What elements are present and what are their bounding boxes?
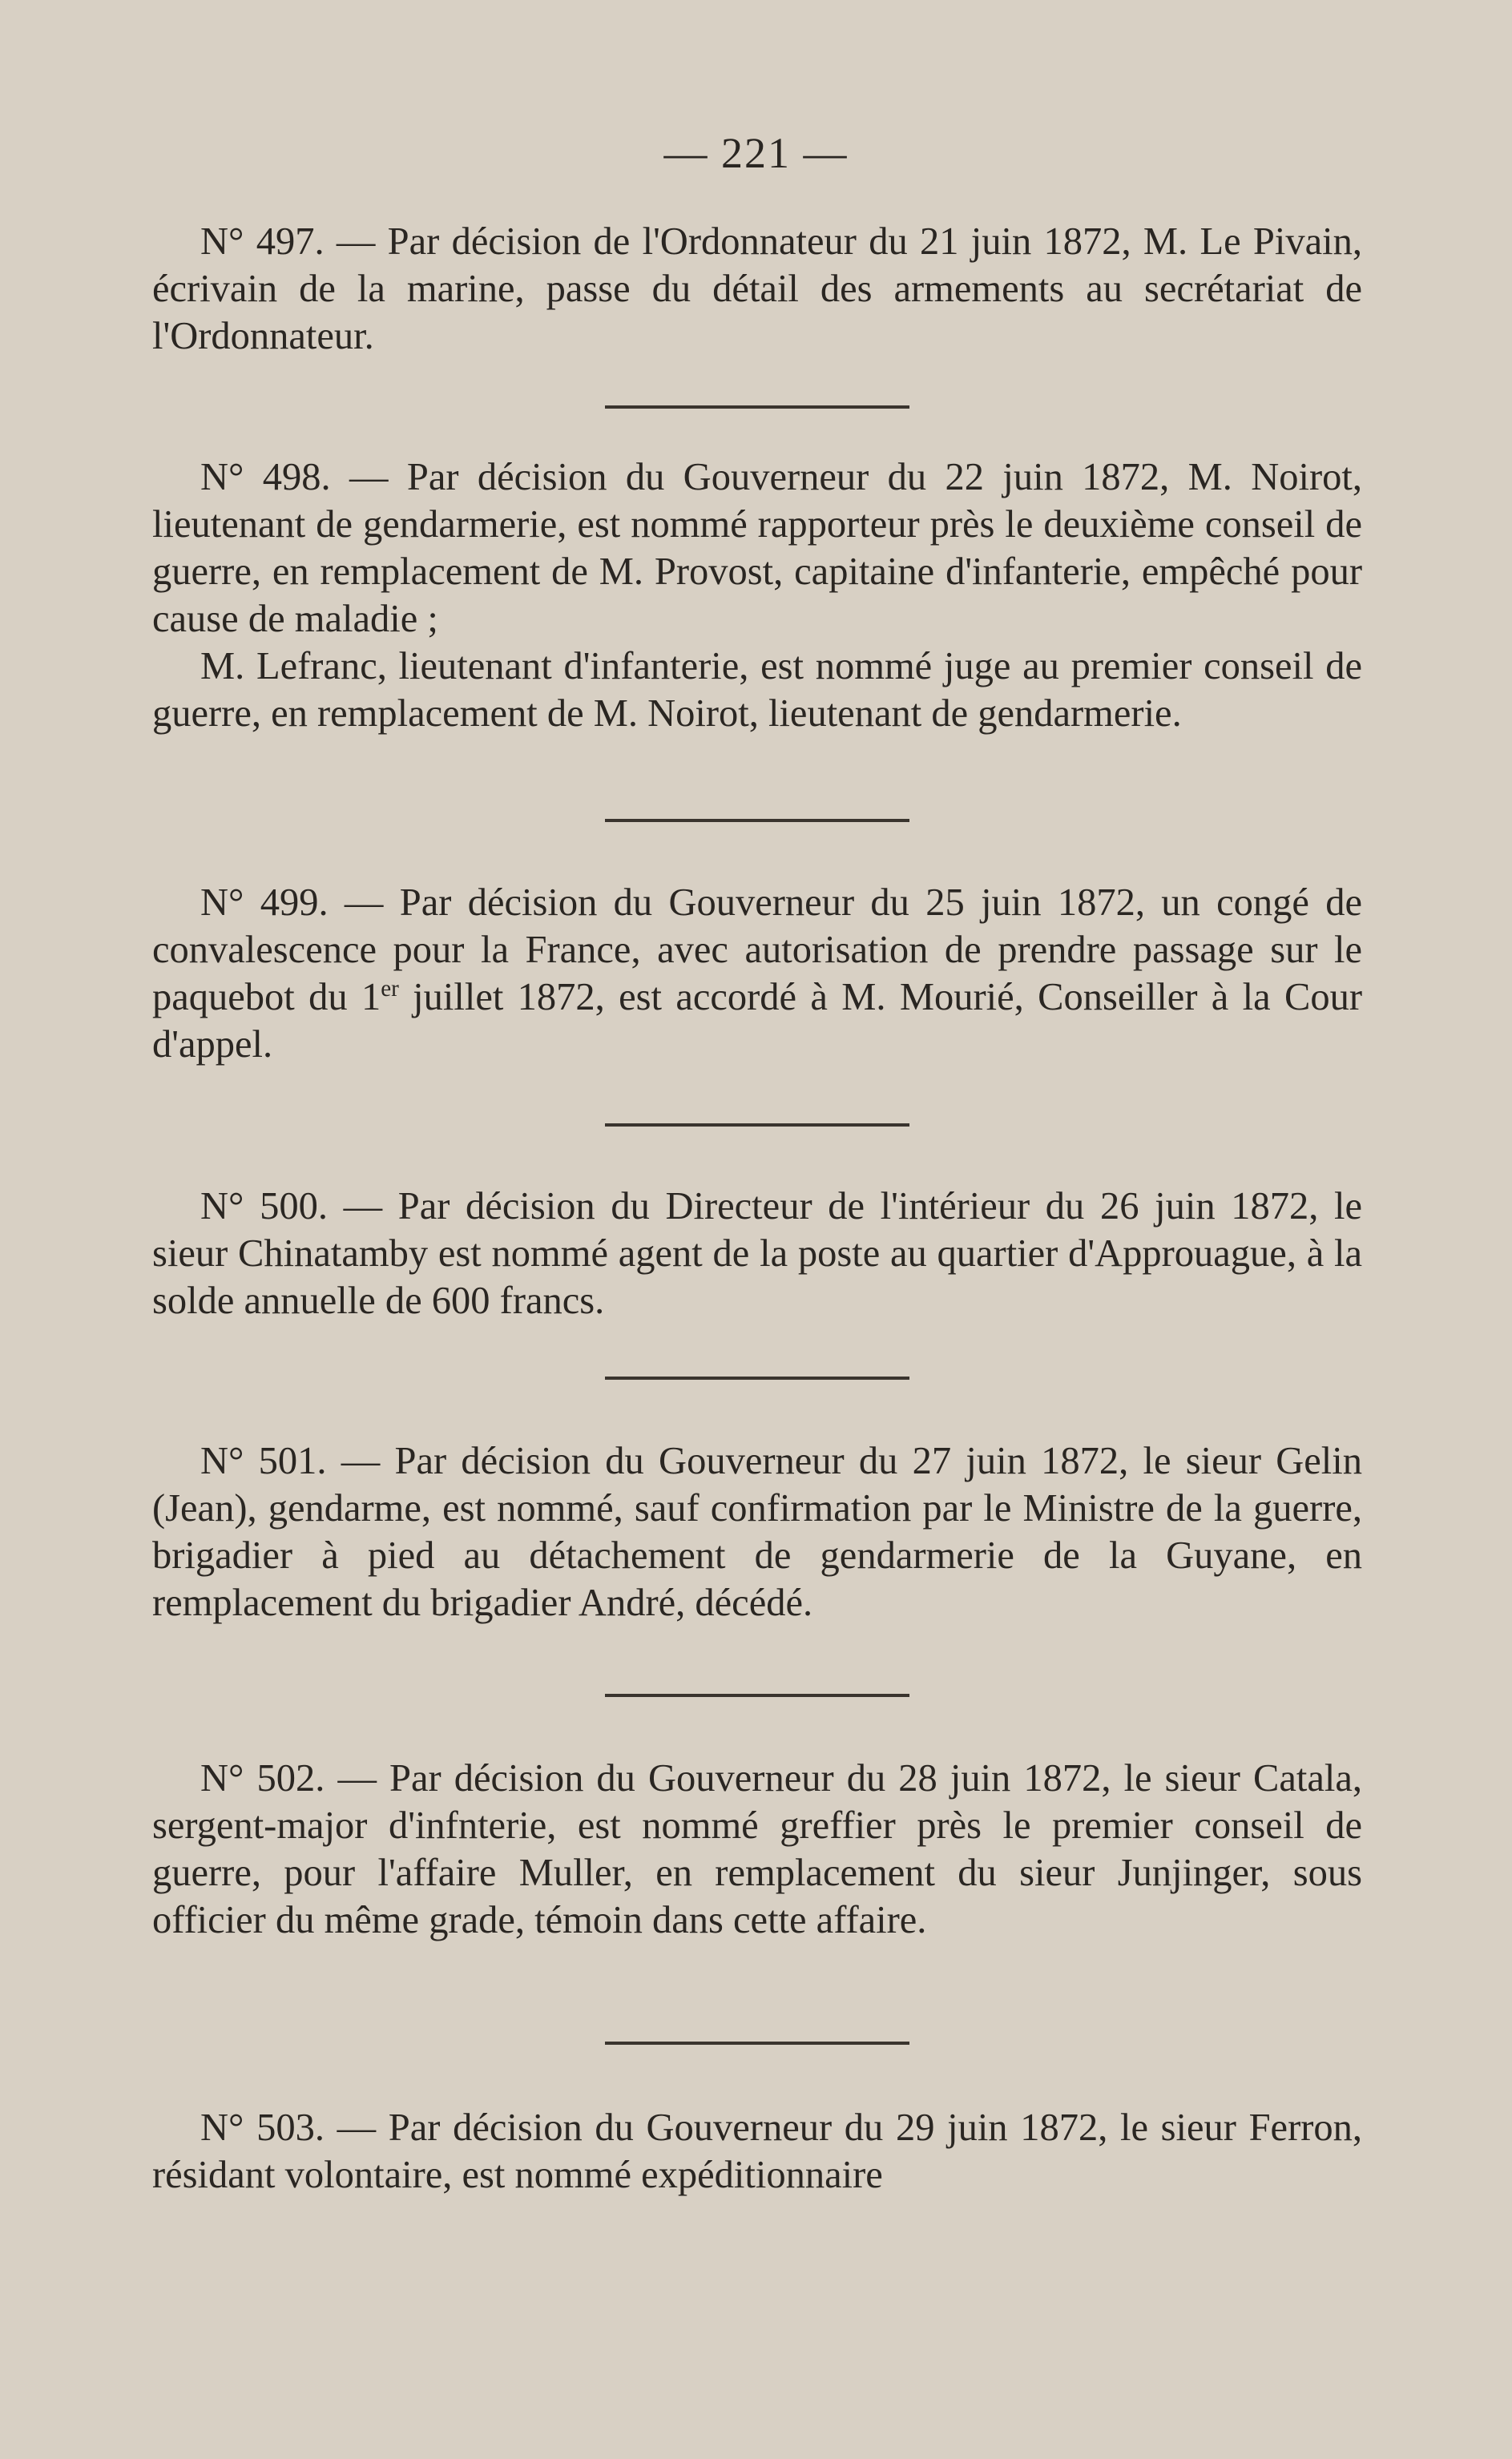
entry-498 [152, 454, 1362, 737]
separator-rule [605, 2042, 909, 2045]
separator-rule [605, 405, 909, 409]
entry-paragraph: N° 497. — Par décision de l'Ordonnateur du 21 juin 1872, M. Le Pivain, écrivain de la marine, passe du détail des armements au secrétariat de l'Ordonnateur. [152, 220, 1362, 357]
entry-499 [152, 879, 1362, 1068]
separator-rule [605, 1377, 909, 1380]
separator-rule [605, 819, 909, 822]
entry-paragraph: N° 498. — Par décision du Gouverneur du 22 juin 1872, M. Noirot, lieutenant de gendarmerie, est nommé rapporteur près le deuxième conseil de guerre, en remplacement de M. Provost, capitaine d'infanterie, empêché pour cause de maladie ; [152, 456, 1362, 640]
entry-paragraph: N° 500. — Par décision du Directeur de l'intérieur du 26 juin 1872, le sieur Chinatamby est nommé agent de la poste au quartier d'Approuague, à la solde annuelle de 600 francs. [152, 1185, 1362, 1322]
entry-501 [152, 1437, 1362, 1627]
entry-paragraph: N° 502. — Par décision du Gouverneur du 28 juin 1872, le sieur Catala, sergent-major d'infnterie, est nommé greffier près le premier conseil de guerre, pour l'affaire Muller, en remplacement du sieur Junjinger, sous officier du même grade, témoin dans cette affaire. [152, 1757, 1362, 1941]
separator-rule [605, 1123, 909, 1127]
entry-text-part: juillet 1872, est accordé à M. Mourié, Conseiller à la Cour d'appel. [152, 976, 1363, 1066]
entry-paragraph: N° 501. — Par décision du Gouverneur du 27 juin 1872, le sieur Gelin (Jean), gendarme, est nommé, sauf confirmation par le Ministre de la guerre, brigadier à pied au détachement de gendarmerie de la Guyane, en remplacement du brigadier André, décédé. [152, 1440, 1362, 1624]
entry-497 [152, 218, 1362, 360]
entry-paragraph: N° 503. — Par décision du Gouverneur du 29 juin 1872, le sieur Ferron, résidant volontaire, est nommé expéditionnaire [152, 2106, 1362, 2196]
page-number: — 221 — [663, 129, 849, 177]
separator-rule [605, 1694, 909, 1697]
entry-503 [152, 2104, 1362, 2199]
entry-502 [152, 1755, 1362, 1944]
superscript: er [381, 975, 399, 1002]
entry-text-part: N° 499. — Par décision du Gouverneur du 25 juin 1872, un congé de convalescence pour la France, avec autorisation de prendre passage sur le paquebot du 1 [152, 881, 1362, 1018]
entry-paragraph [152, 879, 1362, 1068]
entry-paragraph: M. Lefranc, lieutenant d'infanterie, est nommé juge au premier conseil de guerre, en remplacement de M. Noirot, lieutenant de gendarmerie. [152, 645, 1362, 735]
entry-500 [152, 1183, 1362, 1324]
